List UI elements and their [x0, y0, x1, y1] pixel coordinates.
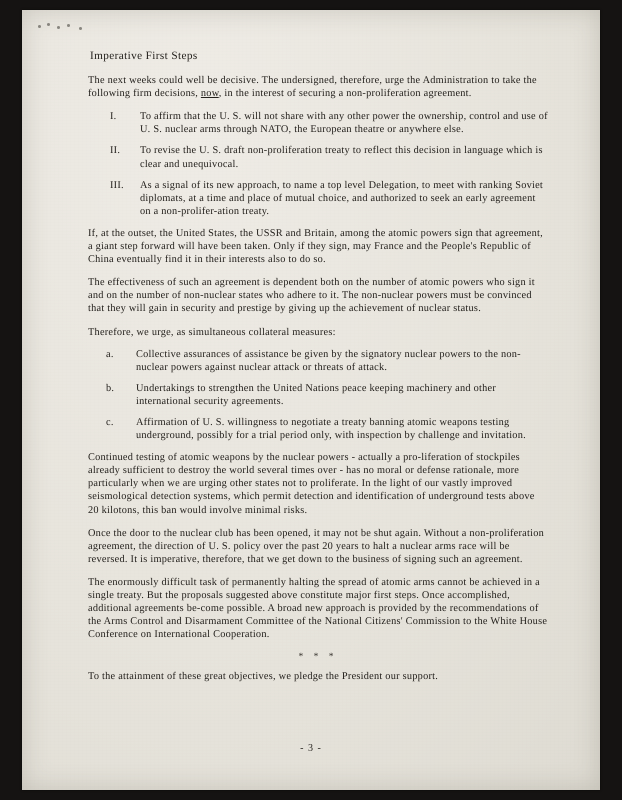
list-item	[88, 416, 548, 442]
document-body	[88, 50, 548, 694]
intro-emphasis: now	[200, 88, 219, 100]
list-text: Affirmation of U. S. willingness to negotiate a treaty banning atomic weapons testing underground, possibly for a trial period only, with inspection by challenge and invitation.	[136, 416, 526, 442]
page-number: - 3 -	[300, 743, 322, 754]
list-marker: a.	[106, 348, 114, 360]
list-marker: II.	[110, 145, 121, 157]
list-item	[88, 144, 548, 170]
page-title: Imperative First Steps	[90, 50, 198, 62]
list-item	[88, 382, 548, 408]
lettered-list	[88, 348, 548, 443]
section-separator: * * *	[298, 652, 338, 663]
list-item	[88, 110, 548, 136]
list-marker: III.	[110, 179, 124, 191]
intro-paragraph	[88, 74, 548, 100]
list-text: Undertakings to strengthen the United Nations peace keeping machinery and other international security agreements.	[136, 382, 497, 407]
numbered-list	[88, 110, 548, 218]
paragraph-signatories: If, at the outset, the United States, the USSR and Britain, among the atomic powers sign that agreement, a giant step forward will have been taken. Only if they sign, may France and the People's Republic of China eventually find it in their interests also to do so.	[88, 227, 543, 266]
intro-text-after: , in the interest of securing a non-proliferation agreement.	[218, 88, 472, 100]
list-text: Collective assurances of assistance be given by the signatory nuclear powers to the non-nuclear powers against nuclear attack or threats of attack.	[136, 348, 521, 373]
intro-text-before: The next weeks could well be decisive. The undersigned, therefore, urge the Administration to take the following firm decisions,	[88, 75, 537, 100]
punch-marks	[38, 23, 98, 31]
paragraph-collateral-intro: Therefore, we urge, as simultaneous collateral measures:	[88, 326, 336, 338]
list-text: To revise the U. S. draft non-proliferation treaty to reflect this decision in language which is clear and unequivocal.	[140, 145, 543, 170]
paragraph-pledge: To the attainment of these great objectives, we pledge the President our support.	[88, 671, 439, 683]
list-item	[88, 179, 548, 218]
paragraph-continued-testing: Continued testing of atomic weapons by the nuclear powers - actually a pro-liferation of stockpiles already sufficient to destroy the world several times over - has no moral or defense rationale, more particularly when we are urging other states not to proliferate. In the light of our vastly improved seismological detection systems, which permit detection and identification of underground tests above 20 kilotons, this ban would involve minimal risks.	[88, 452, 535, 516]
paragraph-difficult-task: The enormously difficult task of permanently halting the spread of atomic arms cannot be achieved in a single treaty. But the proposals suggested above constitute major first steps. Once accomplished, additional agreements be-come possible. A broad new approach is provided by the recommendations of the Arms Control and Disarmament Committee of the National Citizens' Commission to the White House Conference on International Cooperation.	[88, 576, 548, 641]
list-marker: I.	[110, 111, 117, 123]
list-marker: b.	[106, 382, 115, 394]
list-text: As a signal of its new approach, to name a top level Delegation, to meet with ranking Soviet diplomats, at a time and place of mutual choice, and authorized to seek an early agreement on a non-prolifer-ation treaty.	[140, 179, 544, 217]
paragraph-effectiveness: The effectiveness of such an agreement is dependent both on the number of atomic powers who sign it and on the number of non-nuclear states who adhere to it. The non-nuclear powers must be convinced that they will gain in security and prestige by giving up the achievement of nuclear status.	[88, 277, 535, 315]
list-text: To affirm that the U. S. will not share with any other power the ownership, control and use of U. S. nuclear arms through NATO, the European theatre or anywhere else.	[140, 111, 548, 136]
list-item	[88, 348, 548, 374]
list-marker: c.	[106, 416, 114, 428]
document-page	[22, 10, 600, 790]
paragraph-nuclear-club: Once the door to the nuclear club has been opened, it may not be shut again. Without a non-proliferation agreement, the direction of U. S. policy over the past 20 years to halt a nuclear arms race will be reversed. It is imperative, therefore, that we get down to the business of signing such an agreement.	[88, 527, 545, 565]
